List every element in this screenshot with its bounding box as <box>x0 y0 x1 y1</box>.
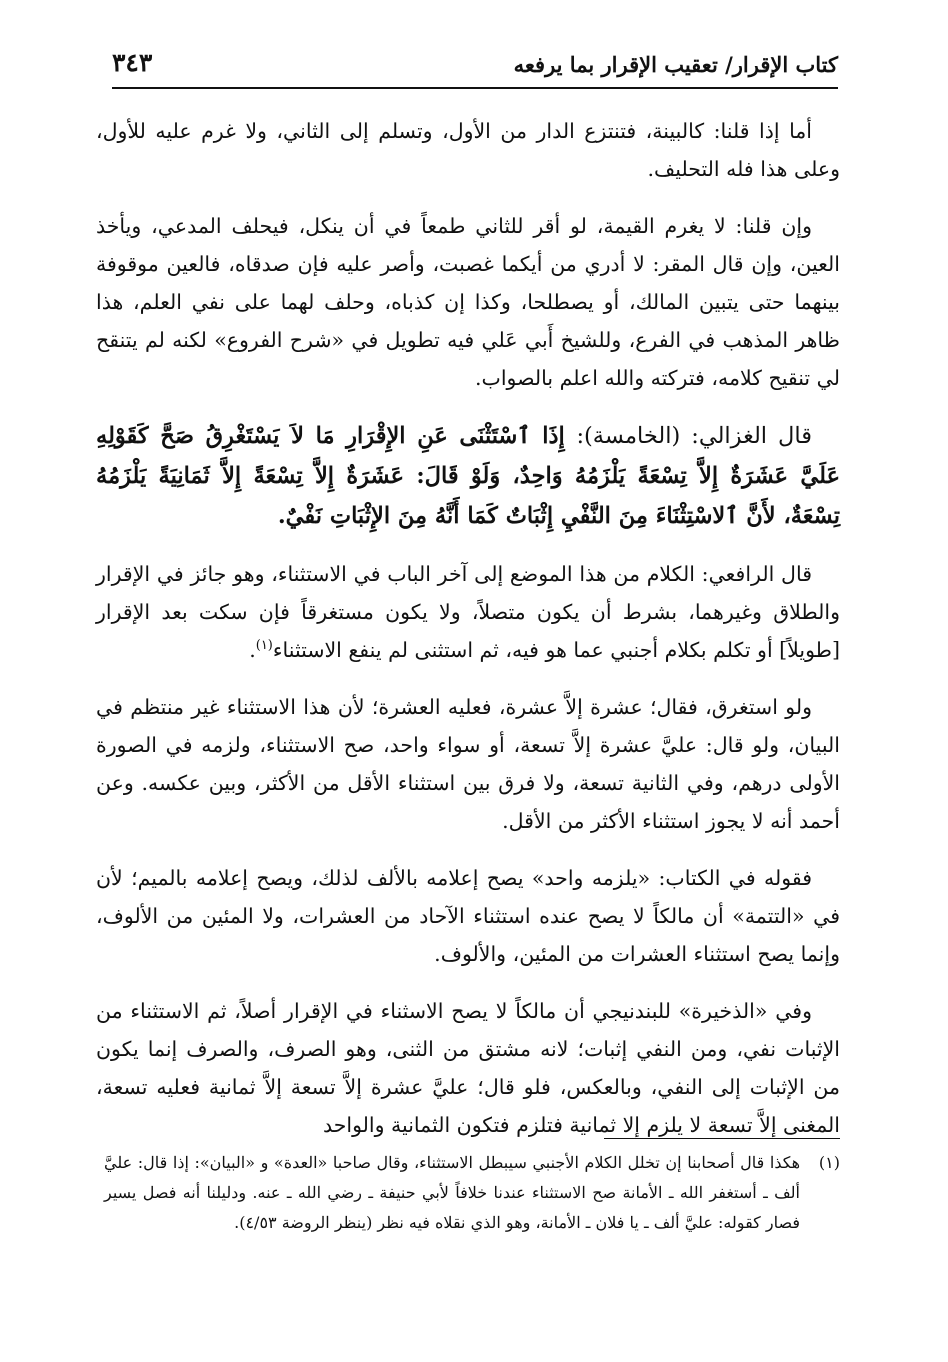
paragraph-6: وفي «الذخيرة» للبندنيجي أن مالكاً لا يصح الاسثناء في الإقرار أصلاً، ثم الاستثناء من الإثبات نفي، ومن النفي إثبات؛ لانه مشتق من الثنى، وهو الصرف، والصرف إنما يكون من الإثبات إلى النفي، وبالعكس، فلو قال؛ عليَّ عشرة إلاَّ تسعة إلاَّ ثمانية فعليه تسعة، المغنى إلاَّ تسعة لا يلزم إلا ثمانية فتلزم فتكون الثمانية والواحد <box>96 999 840 1137</box>
header-divider <box>112 87 838 89</box>
paragraph-5: فقوله في الكتاب: «يلزمه واحد» يصح إعلامه بالألف لذلك، ويصح إعلامه بالميم؛ لأن في «التتمة» أن مالكاً لا يصح عنده استثناء الآحاد من العشرات، ولا المئين من الألوف، وإنما يصح استثناء العشرات من المئين، والألوف. <box>96 866 840 966</box>
footnote-number: (١) <box>818 1153 840 1172</box>
paragraph-4: ولو استغرق، فقال؛ عشرة إلاَّ عشرة، فعليه العشرة؛ لأن هذا الاستثناء غير منتظم في البيان، ولو قال: عليَّ عشرة إلاَّ تسعة، أو سواء واحد، صح الاستثناء، ولزمه في الصورة الأولى درهم، وفي الثانية تسعة، ولا فرق بين استثناء الأقل من الأكثر، وبين عكسه. وعن أحمد أنه لا يجوز استثناء الأكثر من الأقل. <box>96 695 840 833</box>
running-title: كتاب الإقرار/ تعقيب الإقرار بما يرفعه <box>513 52 838 77</box>
footnote-text: هكذا قال أصحابنا إن تخلل الكلام الأجنبي سيبطل الاستثناء، وقال صاحبا «العدة» و «البيان»: إذا قال: عليَّ ألف ـ أستغفر الله ـ الأمانة صح الاستثناء عندنا خلافاً لأبي حنيفة ـ رضي الله ـ عنه. ودليلنا أنه فصل يسير فصار كقوله: عليَّ ألف ـ يا فلان ـ الأمانة، وهو الذي نقلاه فيه نظر (ينظر الروضة ٤/٥٣). <box>104 1153 800 1232</box>
quote-label: قال الغزالي: (الخامسة): <box>576 423 813 449</box>
main-text <box>96 112 840 1163</box>
paragraph-2: وإن قلنا: لا يغرم القيمة، لو أقر للثاني طمعاً في أن ينكل، فيحلف المدعي، ويأخذ العين، وإن قال المقر: لا أدري من أيكما غصبت، وأصر عليه فإن صدقاه، فالعين موقوفة بينهما حتى يتبين المالك، أو يصطلحا، وكذا إن كذباه، وحلف لهما على نفي العلم، هذا ظاهر المذهب في الفرع، وللشيخ أَبي عَلي فيه تطويل في «شرح الفروع» لكنه لم يتنقح لي تنقيح كلامه، فتركته والله اعلم بالصواب. <box>96 214 840 390</box>
quote-text: إِذَا ٱسْتَثْنَى عَنِ الإِقْرَارِ مَا لاَ يَسْتَغْرِقُ صَحَّ كَقَوْلِهِ عَلَيَّ عَشَرَةٌ إِلاَّ تِسْعَةً يَلْزَمُهُ وَاحِدٌ، وَلَوْ قَالَ: عَشَرَةٌ إِلاَّ تِسْعَةً إِلاَّ ثَمَانِيَةً يَلْزَمُهُ تِسْعَةٌ، لأَنَّ ٱلاسْتِثْنَاءَ مِنَ النَّفْيِ إِثْبَاتٌ كَمَا أَنَّهُ مِنَ الإِثْبَاتِ نَفْيٌ. <box>96 423 840 529</box>
footnotes <box>104 1148 840 1238</box>
page-header <box>112 46 838 86</box>
footnote-divider <box>604 1138 840 1139</box>
paragraph-3-text: قال الرافعي: الكلام من هذا الموضع إلى آخر الباب في الاستثناء، وهو جائز في الإقرار والطلاق وغيرهما، بشرط أن يكون متصلاً، ولا يكون مستغرقاً فإن سكت بعد الإقرار [طويلاً] أو تكلم بكلام أجنبي عما هو فيه، ثم استثنى لم ينفع الاستثناء <box>96 562 840 662</box>
paragraph-1: أما إذا قلنا: كالبينة، فتنتزع الدار من الأول، وتسلم إلى الثاني، ولا غرم عليه للأول، وعلى هذا فله التحليف. <box>96 119 840 181</box>
paragraph-3 <box>96 555 840 669</box>
paragraph-3-end: . <box>249 638 256 662</box>
footnote-reference[interactable]: (١) <box>255 638 273 654</box>
footnote-item <box>104 1148 840 1238</box>
page-number: ٣٤٣ <box>112 48 153 77</box>
ghazali-quote <box>96 416 840 536</box>
